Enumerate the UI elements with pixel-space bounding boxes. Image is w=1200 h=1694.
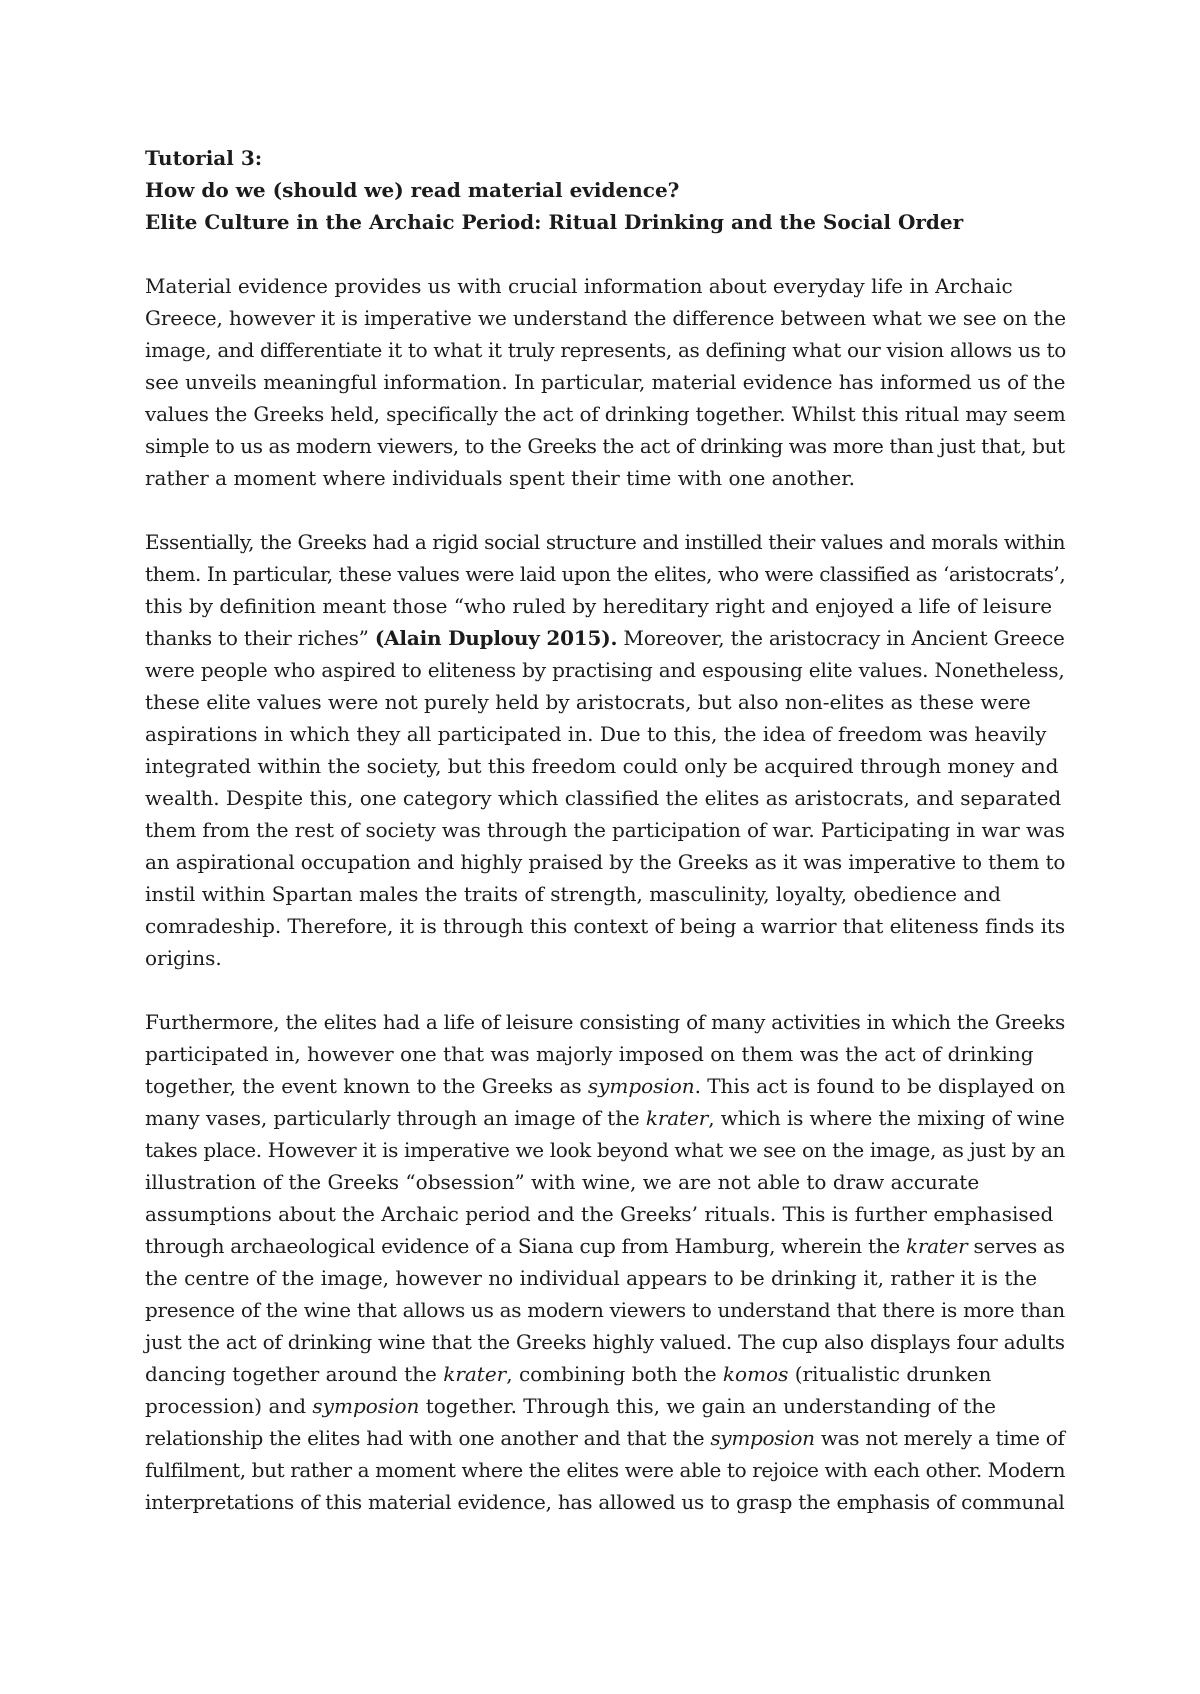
- text-segment: image, and differentiate it to what it truly represents, as defining what our vision allows us to: [145, 338, 1066, 362]
- text-segment: interpretations of this material evidence, has allowed us to grasp the emphasis of communal: [145, 1490, 1065, 1514]
- italic-term: symposion: [312, 1394, 420, 1418]
- text-segment: Moreover, the aristocracy in Ancient Greece: [617, 626, 1065, 650]
- text-segment: together. Through this, we gain an understanding of the: [419, 1394, 997, 1418]
- text-segment: thanks to their riches”: [145, 626, 375, 650]
- text-line: [145, 366, 1065, 398]
- text-segment: an aspirational occupation and highly praised by the Greeks as it was imperative to them to: [145, 850, 1066, 874]
- text-segment: simple to us as modern viewers, to the Greeks the act of drinking was more than just that, but: [145, 434, 1065, 458]
- paragraph: [145, 526, 1065, 974]
- text-line: [145, 1262, 1065, 1294]
- text-segment: aspirations in which they all participated in. Due to this, the idea of freedom was heavily: [145, 722, 1047, 746]
- text-segment: these elite values were not purely held by aristocrats, but also non-elites as these were: [145, 690, 1031, 714]
- text-segment: fulfilment, but rather a moment where the elites were able to rejoice with each other. Modern: [145, 1458, 1066, 1482]
- text-line: [145, 1070, 1065, 1102]
- text-segment: wealth. Despite this, one category which classified the elites as aristocrats, and separated: [145, 786, 1062, 810]
- text-segment: together, the event known to the Greeks as: [145, 1074, 588, 1098]
- text-segment: (ritualistic drunken: [788, 1362, 992, 1386]
- text-line: [145, 1038, 1065, 1070]
- text-segment: Essentially, the Greeks had a rigid social structure and instilled their values and morals within: [145, 530, 1066, 554]
- text-segment: illustration of the Greeks “obsession” with wine, we are not able to draw accurate: [145, 1170, 980, 1194]
- italic-term: krater: [906, 1234, 968, 1258]
- text-segment: many vases, particularly through an image of the: [145, 1106, 646, 1130]
- text-segment: was not merely a time of: [814, 1426, 1065, 1450]
- text-line: [145, 1326, 1065, 1358]
- text-segment: this by definition meant those “who ruled by hereditary right and enjoyed a life of leisure: [145, 594, 1053, 618]
- text-line: [145, 1486, 1065, 1518]
- text-line: [145, 526, 1065, 558]
- text-line: [145, 1198, 1065, 1230]
- text-line: [145, 302, 1065, 334]
- text-line: [145, 1006, 1065, 1038]
- text-line: [145, 910, 1065, 942]
- heading-tutorial-number: Tutorial 3:: [145, 146, 263, 170]
- text-line: [145, 878, 1065, 910]
- italic-term: krater: [645, 1106, 709, 1130]
- text-segment: , combining both the: [506, 1362, 723, 1386]
- text-segment: dancing together around the: [145, 1362, 444, 1386]
- text-line: [145, 814, 1065, 846]
- text-segment: them. In particular, these values were laid upon the elites, who were classified as ‘aristocrats’,: [145, 562, 1066, 586]
- text-segment: Material evidence provides us with crucial information about everyday life in Archaic: [145, 274, 1013, 298]
- italic-term: komos: [722, 1362, 789, 1386]
- text-segment: origins.: [145, 946, 222, 970]
- text-line: [145, 686, 1065, 718]
- text-segment: assumptions about the Archaic period and the Greeks’ rituals. This is further emphasised: [145, 1202, 1054, 1226]
- paragraph: [145, 1006, 1065, 1518]
- text-segment: see unveils meaningful information. In particular, material evidence has informed us of the: [145, 370, 1066, 394]
- text-segment: relationship the elites had with one another and that the: [145, 1426, 711, 1450]
- text-line: [145, 590, 1065, 622]
- text-line: [145, 1166, 1065, 1198]
- text-segment: integrated within the society, but this freedom could only be acquired through money and: [145, 754, 1059, 778]
- text-line: [145, 782, 1065, 814]
- text-line: [145, 654, 1065, 686]
- text-line: [145, 1230, 1065, 1262]
- text-segment: , which is where the mixing of wine: [708, 1106, 1065, 1130]
- text-segment: presence of the wine that allows us as modern viewers to understand that there is more than: [145, 1298, 1065, 1322]
- text-segment: values the Greeks held, specifically the act of drinking together. Whilst this ritual may seem: [145, 402, 1066, 426]
- text-line: [145, 718, 1065, 750]
- text-segment: rather a moment where individuals spent their time with one another.: [145, 466, 855, 490]
- text-segment: Furthermore, the elites had a life of leisure consisting of many activities in which the Greeks: [145, 1010, 1066, 1034]
- text-segment: takes place. However it is imperative we look beyond what we see on the image, as just by an: [145, 1138, 1065, 1162]
- text-line: [145, 846, 1065, 878]
- text-line: [145, 334, 1065, 366]
- heading-question: How do we (should we) read material evidence?: [145, 178, 680, 202]
- italic-term: symposion: [587, 1074, 695, 1098]
- citation-text: (Alain Duplouy 2015).: [374, 626, 618, 650]
- text-segment: through archaeological evidence of a Siana cup from Hamburg, wherein the: [145, 1234, 906, 1258]
- text-line: [145, 430, 1065, 462]
- italic-term: symposion: [710, 1426, 815, 1450]
- text-segment: were people who aspired to eliteness by practising and espousing elite values. Nonetheless,: [145, 658, 1065, 682]
- text-line: [145, 942, 1065, 974]
- text-segment: . This act is found to be displayed on: [694, 1074, 1066, 1098]
- text-line: [145, 750, 1065, 782]
- text-line: [145, 1358, 1065, 1390]
- text-segment: just the act of drinking wine that the Greeks highly valued. The cup also displays four adults: [145, 1330, 1065, 1354]
- text-segment: Greece, however it is imperative we understand the difference between what we see on the: [145, 306, 1066, 330]
- text-segment: serves as: [967, 1234, 1065, 1258]
- text-line: [145, 1294, 1065, 1326]
- text-line: [145, 398, 1065, 430]
- text-line: [145, 270, 1065, 302]
- text-segment: comradeship. Therefore, it is through this context of being a warrior that eliteness finds its: [145, 914, 1066, 938]
- text-line: [145, 558, 1065, 590]
- text-line: [145, 1390, 1065, 1422]
- document-body: [145, 142, 1065, 1550]
- text-line: [145, 1422, 1065, 1454]
- italic-term: krater: [443, 1362, 507, 1386]
- text-segment: participated in, however one that was majorly imposed on them was the act of drinking: [145, 1042, 1034, 1066]
- text-segment: instil within Spartan males the traits of strength, masculinity, loyalty, obedience and: [145, 882, 1001, 906]
- text-line: [145, 622, 1065, 654]
- heading-topic: Elite Culture in the Archaic Period: Ritual Drinking and the Social Order: [145, 210, 964, 234]
- text-line: [145, 1134, 1065, 1166]
- text-segment: procession) and: [145, 1394, 313, 1418]
- text-line: [145, 1454, 1065, 1486]
- paragraph-list: [145, 270, 1065, 1518]
- text-line: [145, 462, 1065, 494]
- text-line: [145, 1102, 1065, 1134]
- text-segment: the centre of the image, however no individual appears to be drinking it, rather it is the: [145, 1266, 1038, 1290]
- text-segment: them from the rest of society was through the participation of war. Participating in war was: [145, 818, 1065, 842]
- paragraph: [145, 270, 1065, 494]
- document-heading: [145, 142, 1065, 238]
